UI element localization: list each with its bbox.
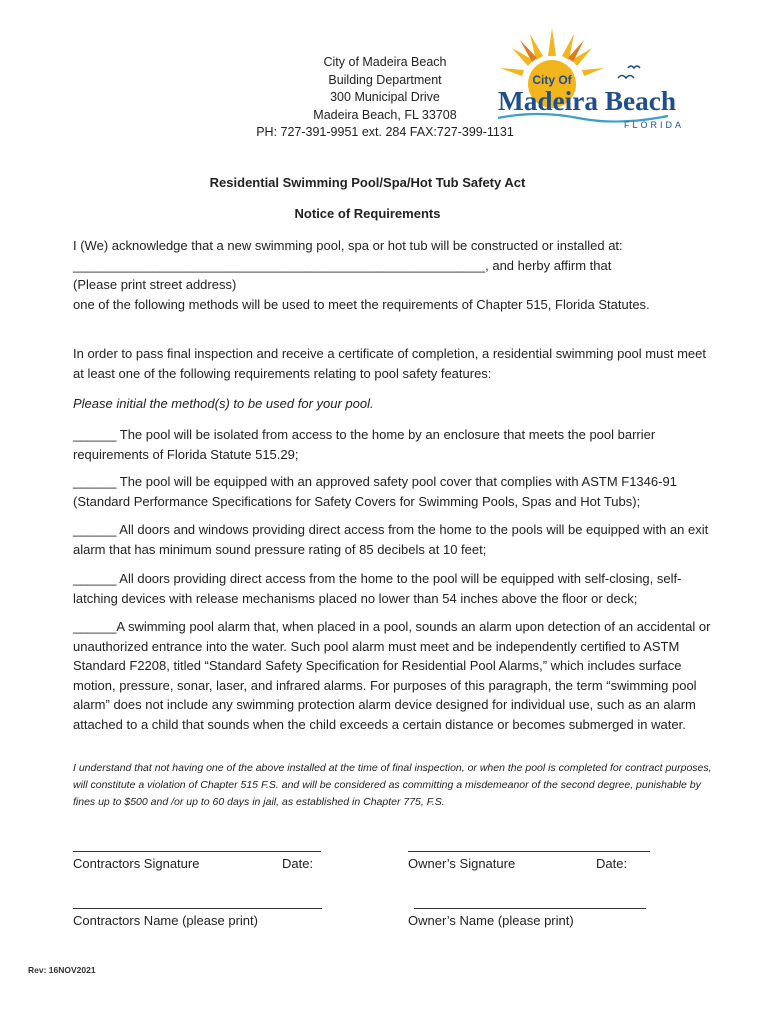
- address-line-department: Building Department: [328, 72, 442, 87]
- contractor-signature-label: Contractors Signature: [73, 856, 200, 871]
- option-exit-alarm[interactable]: ______ All doors and windows providing direct access from the home to the pools will be equipped with an exit alarm that has minimum sound pressure rating of 85 decibels at 10 feet;: [73, 522, 709, 557]
- revision-label: Rev: 16NOV2021: [28, 965, 96, 975]
- option-enclosure[interactable]: ______ The pool will be isolated from access to the home by an enclosure that meets the pool barrier requirements of Florida Statute 515.29;: [73, 427, 656, 462]
- document-subtitle: Notice of Requirements: [294, 206, 441, 221]
- intro-line-methods: one of the following methods will be used to meet the requirements of Chapter 515, Florida Statutes.: [73, 296, 650, 312]
- logo-top-text: City Of: [532, 73, 572, 87]
- address-line-city: City of Madeira Beach: [323, 55, 447, 69]
- address-line-street: 300 Municipal Drive: [330, 90, 440, 104]
- disclaimer-text: I understand that not having one of the above installed at the time of final inspection, or when the pool is completed for contract purposes, will constitute a violation of Chapter 515 F.S. and will be considered as committing a misdemeanor of the second degree, punishable by fines up to $500 and /or up to 60 days in jail, as established in Chapter 775, F.S.: [73, 762, 712, 808]
- address-blank-field[interactable]: _________________________________________________________, and herby affirm that: [73, 257, 612, 273]
- contractor-date-label: Date:: [282, 856, 314, 871]
- intro-line-acknowledge: I (We) acknowledge that a new swimming pool, spa or hot tub will be constructed or installed at:: [73, 238, 623, 253]
- owner-name-label: Owner’s Name (please print): [408, 913, 574, 928]
- seagull-icon: [618, 66, 640, 78]
- initial-instruction: Please initial the method(s) to be used for your pool.: [73, 396, 374, 411]
- document-title: Residential Swimming Pool/Spa/Hot Tub Safety Act: [209, 175, 526, 190]
- contractor-name-line[interactable]: [73, 908, 322, 909]
- intro-section: [73, 236, 713, 314]
- contractor-name-label: Contractors Name (please print): [73, 913, 258, 928]
- address-line-city-state-zip: Madeira Beach, FL 33708: [313, 107, 457, 122]
- requirements-paragraph: In order to pass final inspection and receive a certificate of completion, a residential swimming pool must meet at least one of the following requirements relating to pool safety features:: [73, 346, 706, 381]
- city-logo: [490, 26, 700, 136]
- option-self-closing-doors[interactable]: ______ All doors providing direct access from the home to the pool will be equipped with self-closing, self-latching devices with release mechanisms placed no lower than 54 inches above the floor or deck;: [73, 571, 682, 606]
- option-safety-cover[interactable]: ______ The pool will be equipped with an approved safety pool cover that complies with ASTM F1346-91 (Standard Performance Specifications for Safety Covers for Swimming Pools, Spas and Hot Tubs);: [73, 474, 677, 509]
- owner-signature-line[interactable]: [408, 851, 650, 852]
- logo-main-text: Madeira Beach: [498, 86, 676, 116]
- owner-signature-label: Owner’s Signature: [408, 856, 516, 871]
- owner-date-label: Date:: [596, 856, 628, 871]
- address-line-phone-fax: PH: 727-391-9951 ext. 284 FAX:727-399-1131: [256, 125, 514, 139]
- logo-sub-text: FLORIDA: [624, 120, 685, 130]
- intro-line-address-hint: (Please print street address): [73, 277, 237, 292]
- owner-name-line[interactable]: [414, 908, 646, 909]
- contractor-signature-line[interactable]: [73, 851, 321, 852]
- option-pool-alarm[interactable]: ______A swimming pool alarm that, when placed in a pool, sounds an alarm upon detection of an accidental or unauthorized entrance into the water. Such pool alarm must meet and be independently certified to ASTM Standard F2208, titled “Standard Safety Specification for Residential Pool Alarms,” which includes surface motion, pressure, sonar, laser, and infrared alarms. For purposes of this paragraph, the term “swimming pool alarm” does not include any swimming protection alarm device designed for individual use, such as an alarm attached to a child that sounds when the child exceeds a certain distance or becomes submerged in water.: [73, 619, 711, 732]
